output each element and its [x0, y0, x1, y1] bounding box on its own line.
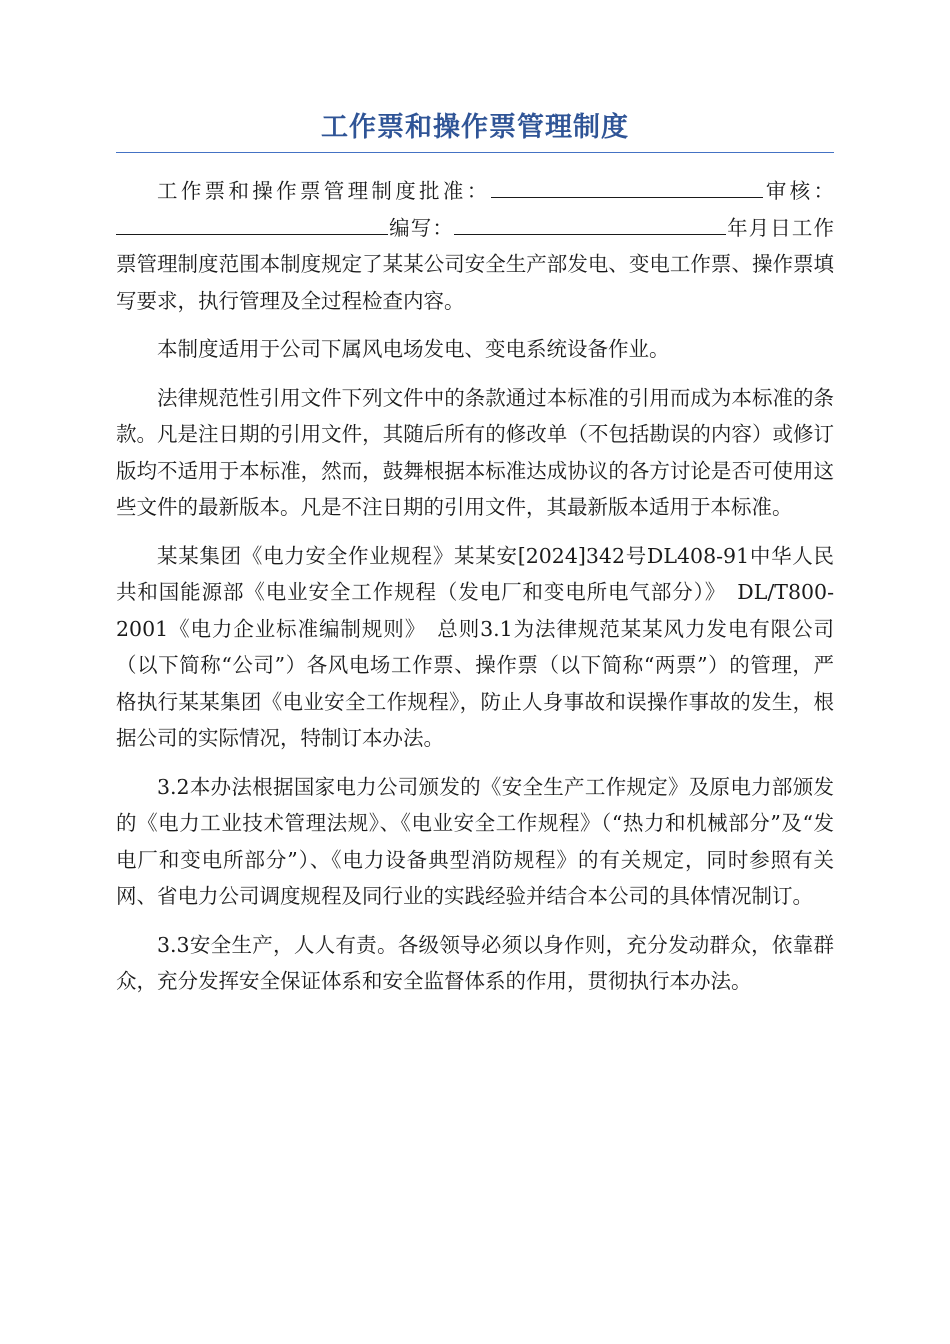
approve-label: 工作票和操作票管理制度批准：: [157, 179, 491, 203]
date-and-scope-text: 年月日工作票管理制度范围本制度规定了某某公司安全生产部发电、变电工作票、操作票填写要求，执行管理及全过程检查内容。: [116, 215, 835, 313]
write-label: 编写：: [388, 215, 454, 240]
paragraph-normative-references: 法律规范性引用文件下列文件中的条款通过本标准的引用而成为本标准的条款。凡是注日期的引用文件，其随后所有的修改单（不包括勘误的内容）或修订版均不适用于本标准，然而，鼓舞根据本标准达成协议的各方讨论是否可使用这些文件的最新版本。凡是不注日期的引用文件，其最新版本适用于本标准。: [116, 385, 834, 519]
document-title: 工作票和操作票管理制度: [116, 108, 834, 153]
paragraph-3-2: 3.2本办法根据国家电力公司颁发的《安全生产工作规定》及原电力部颁发的《电力工业技术管理法规》、《电业安全工作规程》（“热力和机械部分”及“发电厂和变电所部分”）、《电力设备典型消防规程》的有关规定，同时参照有关网、省电力公司调度规程及同行业的实践经验并结合本公司的具体情况制订。: [116, 774, 834, 908]
review-blank: [116, 233, 388, 235]
paragraph-applicability: 本制度适用于公司下属风电场发电、变电系统设备作业。: [157, 337, 670, 361]
write-blank: [454, 233, 726, 235]
document-body: [116, 173, 834, 1000]
document-page: [116, 108, 834, 1012]
approve-blank: [491, 196, 763, 198]
review-label: 审核：: [762, 179, 835, 203]
paragraph-references-and-3-1: 某某集团《电力安全作业规程》某某安[2024]342号DL408-91中华人民共和国能源部《电业安全工作规程（发电厂和变电所电气部分）》 DL/T800-2001《电力企业标准编制规则》 总则3.1为法律规范某某风力发电有限公司（以下简称“公司”）各风电场工作票、操作票（以下简称“两票”）的管理，严格执行某某集团《电业安全工作规程》，防止人身事故和误操作事故的发生，根据公司的实际情况，特制订本办法。: [116, 543, 834, 750]
header-paragraph: [116, 173, 834, 319]
paragraph-3-3: 3.3安全生产，人人有责。各级领导必须以身作则，充分发动群众，依靠群众，充分发挥安全保证体系和安全监督体系的作用，贯彻执行本办法。: [116, 932, 834, 993]
